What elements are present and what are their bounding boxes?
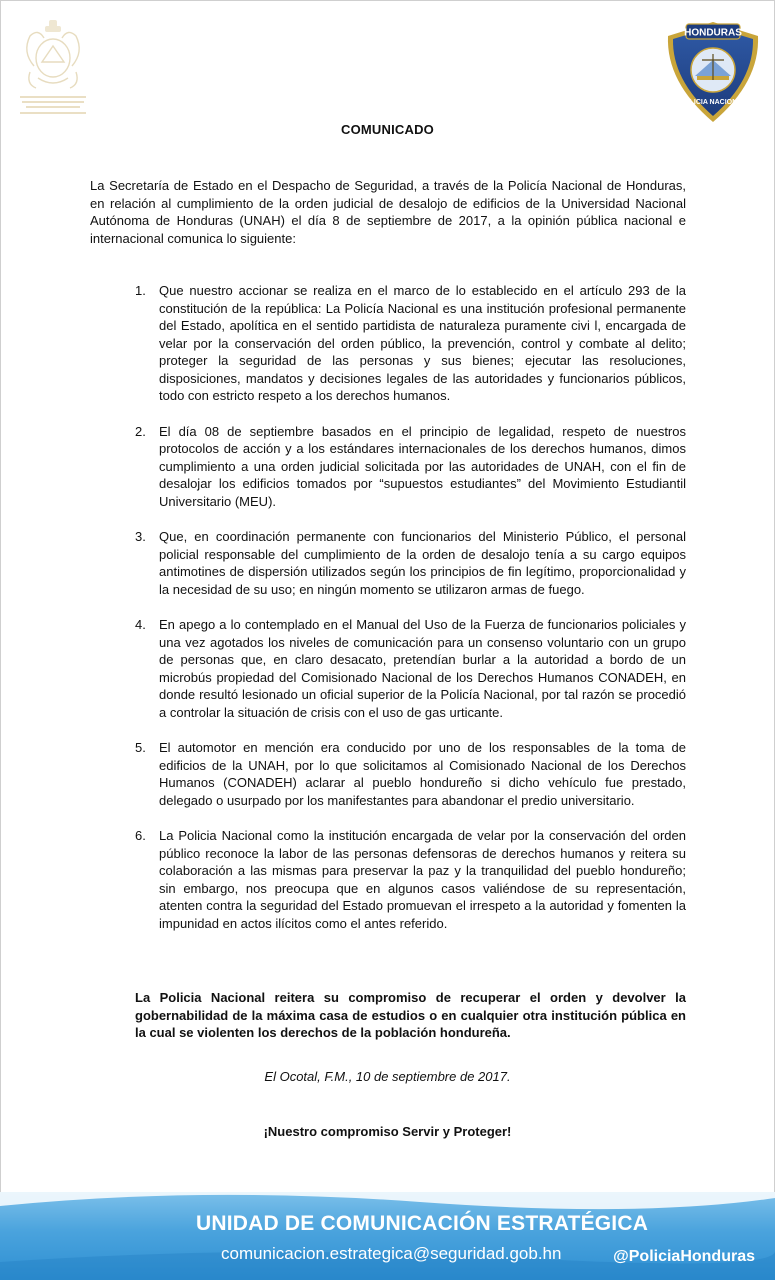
list-item-text: Que nuestro accionar se realiza en el marco de lo establecido en el artículo 293 de la constitución de la república: La Policía Nacional es una institución profesional permanente del Estado, apolítica en el sentido partidista de naturaleza puramente civi l, encargada de velar por la conservación del orden público, la prevención, control y combate al delito; proteger la seguridad de las personas y sus bienes; ejecutar las resoluciones, disposiciones, mandatos y decisiones legales de las autoridades y funcionarios públicos, todo con estricto respeto a los derechos humanos.: [159, 283, 686, 403]
badge-bottom-text: POLICIA NACIONAL: [679, 99, 747, 106]
footer-social-handle: @PoliciaHonduras: [613, 1248, 755, 1265]
list-item-text: El día 08 de septiembre basados en el principio de legalidad, respeto de nuestros protocolos de acción y a los estándares internacionales de los derechos humanos, dimos cumplimiento a una orden judicial solicitada por las autoridades de UNAH, con el fin de desalojar los edificios tomados por “supuestos estudiantes” del Movimiento Estudiantil Universitario (MEU).: [159, 423, 686, 509]
list-item: [135, 282, 686, 405]
badge-top-text: HONDURAS: [684, 27, 742, 39]
place-date: El Ocotal, F.M., 10 de septiembre de 2017.: [264, 1069, 511, 1084]
list-item-number: 1.: [135, 283, 146, 298]
list-item: [135, 739, 686, 809]
list-item: [135, 616, 686, 721]
list-item-text: La Policia Nacional como la institución encargada de velar por la conservación del orden público reconoce la labor de las personas defensoras de derechos humanos y reitera su colaboración a las mismas para preservar la paz y la tranquilidad del pueblo hondureño; sin embargo, nos preocupa que en algunos casos valiéndose de su representación, atenten contra la seguridad del Estado promuevan el irrespeto a la autoridad y fomenten la impunidad en actos ilícitos como el antes referido.: [159, 828, 686, 931]
list-item: [135, 827, 686, 932]
list-item-number: 4.: [135, 617, 146, 632]
statement-list: [135, 282, 686, 950]
closing-statement: La Policia Nacional reitera su compromiso de recuperar el orden y devolver la gobernabilidad de la máxima casa de estudios o en cualquier otra institución pública en la cual se violenten los derechos de la población hondureña.: [135, 990, 686, 1040]
footer-wave-decoration: [0, 1192, 775, 1280]
footer-email: comunicacion.estrategica@seguridad.gob.hn: [221, 1244, 562, 1263]
policia-nacional-badge-icon: [664, 20, 762, 124]
footer-title: UNIDAD DE COMUNICACIÓN ESTRATÉGICA: [196, 1212, 649, 1235]
intro-paragraph: La Secretaría de Estado en el Despacho de Seguridad, a través de la Policía Nacional de Honduras, en relación al cumplimiento de la orden judicial de desalojo de edificios de la Universidad Nacional Autónoma de Honduras (UNAH) el día 8 de septiembre de 2017, a la opinión pública nacional e internacional comunica lo siguiente:: [90, 178, 686, 246]
list-item-text: El automotor en mención era conducido por uno de los responsables de la toma de edificios de la UNAH, por lo que solicitamos al Comisionado Nacional de los Derechos Humanos (CONADEH) aclarar al pueblo hondureño si dicho vehículo fue prestado, delegado o usurpado por los manifestantes para abandonar el predio universitario.: [159, 740, 686, 808]
list-item-number: 6.: [135, 828, 146, 843]
list-item-number: 5.: [135, 740, 146, 755]
honduras-coat-of-arms-icon: [12, 18, 94, 118]
list-item: [135, 423, 686, 511]
footer-banner: [0, 1192, 775, 1280]
list-item-number: 3.: [135, 529, 146, 544]
motto: ¡Nuestro compromiso Servir y Proteger!: [263, 1124, 512, 1139]
list-item-text: Que, en coordinación permanente con funcionarios del Ministerio Público, el personal policial responsable del cumplimiento de la orden de desalojo tenía a su cargo equipos antimotines de dispersión utilizados según los principios de fin legítimo, proporcionalidad y la necesidad de su uso; en ningún momento se utilizaron armas de fuego.: [159, 529, 686, 597]
list-item: [135, 528, 686, 598]
list-item-text: En apego a lo contemplado en el Manual del Uso de la Fuerza de funcionarios policiales y una vez agotados los niveles de comunicación para un consenso voluntario con un grupo de personas que, en claro desacato, pretendían burlar a la autoridad a bordo de un microbús propiedad del Comisionado Nacional de los Derechos Humanos CONADEH, en donde resultó lesionado un oficial superior de la Policía Nacional, por tal razón se procedió a controlar la situación de crisis con el uso de gas urticante.: [159, 617, 686, 720]
list-item-number: 2.: [135, 423, 146, 439]
page-title: COMUNICADO: [341, 122, 434, 137]
